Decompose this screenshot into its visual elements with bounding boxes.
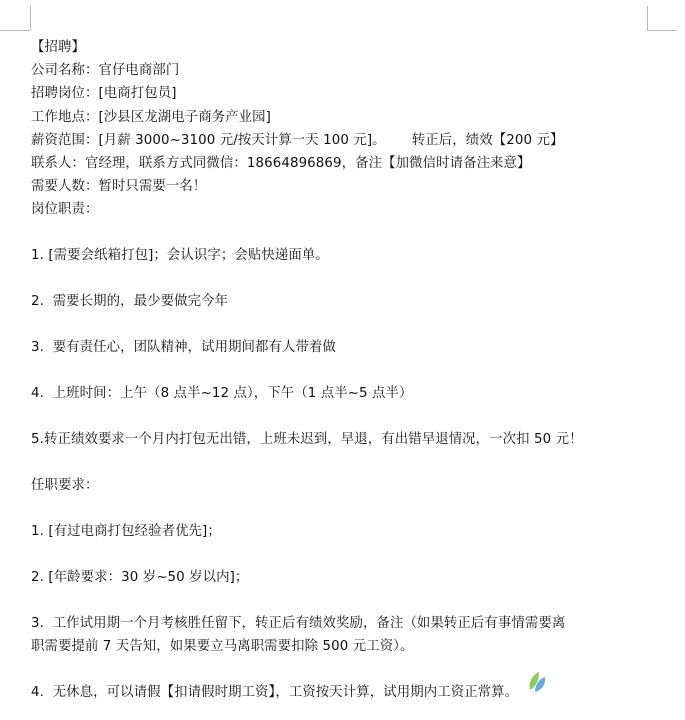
duty-item-5: 5.转正绩效要求一个月内打包无出错，上班未迟到，早退，有出错早退情况，一次扣 50 元！ bbox=[31, 432, 583, 448]
headcount-line: 需要人数：暂时只需要一名！ bbox=[31, 179, 207, 195]
crop-mark-top-left bbox=[0, 30, 30, 31]
contact-line: 联系人：官经理，联系方式同微信：18664896869，备注【加微信时请备注来意】 bbox=[31, 155, 531, 171]
duty-item-1: 1. [需要会纸箱打包]；会认识字；会贴快递面单。 bbox=[31, 248, 329, 264]
leaf-logo-icon bbox=[527, 670, 547, 694]
blank-line bbox=[31, 451, 671, 474]
blank-line bbox=[31, 497, 671, 520]
work-location-line: 工作地点：[沙县区龙湖电子商务产业园] bbox=[31, 109, 271, 125]
blank-line bbox=[31, 267, 671, 290]
document-body bbox=[31, 36, 671, 705]
blank-line bbox=[31, 659, 671, 682]
requirement-item-1: 1. [有过电商打包经验者优先]； bbox=[31, 524, 221, 540]
crop-mark-top-right bbox=[647, 30, 677, 31]
position-line: 招聘岗位：[电商打包员] bbox=[31, 86, 177, 102]
blank-line bbox=[31, 405, 671, 428]
requirement-item-2: 2. [年龄要求：30 岁~50 岁以内]； bbox=[31, 570, 249, 586]
heading-recruitment: 【招聘】 bbox=[31, 40, 85, 55]
salary-line: 薪资范围：[月薪 3000~3100 元/按天计算一天 100 元]。 转正后，绩效【200 元】 bbox=[31, 132, 564, 148]
duty-item-3: 3. 要有责任心，团队精神，试用期间都有人带着做 bbox=[31, 340, 336, 356]
blank-line bbox=[31, 543, 671, 566]
duty-item-4: 4. 上班时间：上午（8 点半~12 点），下午（1 点半~5 点半） bbox=[31, 386, 413, 402]
duty-item-2: 2. 需要长期的，最少要做完今年 bbox=[31, 294, 229, 310]
company-name-line: 公司名称：官仔电商部门 bbox=[31, 63, 180, 79]
blank-line bbox=[31, 359, 671, 382]
requirement-item-4: 4. 无休息，可以请假【扣请假时期工资】，工资按天计算，试用期内工资正常算。 bbox=[31, 685, 519, 701]
blank-line bbox=[31, 589, 671, 612]
crop-mark-top-right-vertical bbox=[647, 6, 648, 30]
requirement-item-3: 3. 工作试用期一个月考核胜任留下，转正后有绩效奖励，备注（如果转正后有事情需要离 bbox=[31, 616, 566, 632]
blank-line bbox=[31, 313, 671, 336]
crop-mark-top-left-vertical bbox=[30, 6, 31, 30]
blank-line bbox=[31, 222, 671, 245]
duties-heading: 岗位职责： bbox=[31, 202, 99, 218]
requirements-heading: 任职要求： bbox=[31, 478, 99, 494]
requirement-item-3-continued: 职需要提前 7 天告知，如果要立马离职需要扣除 500 元工资）。 bbox=[31, 639, 414, 655]
